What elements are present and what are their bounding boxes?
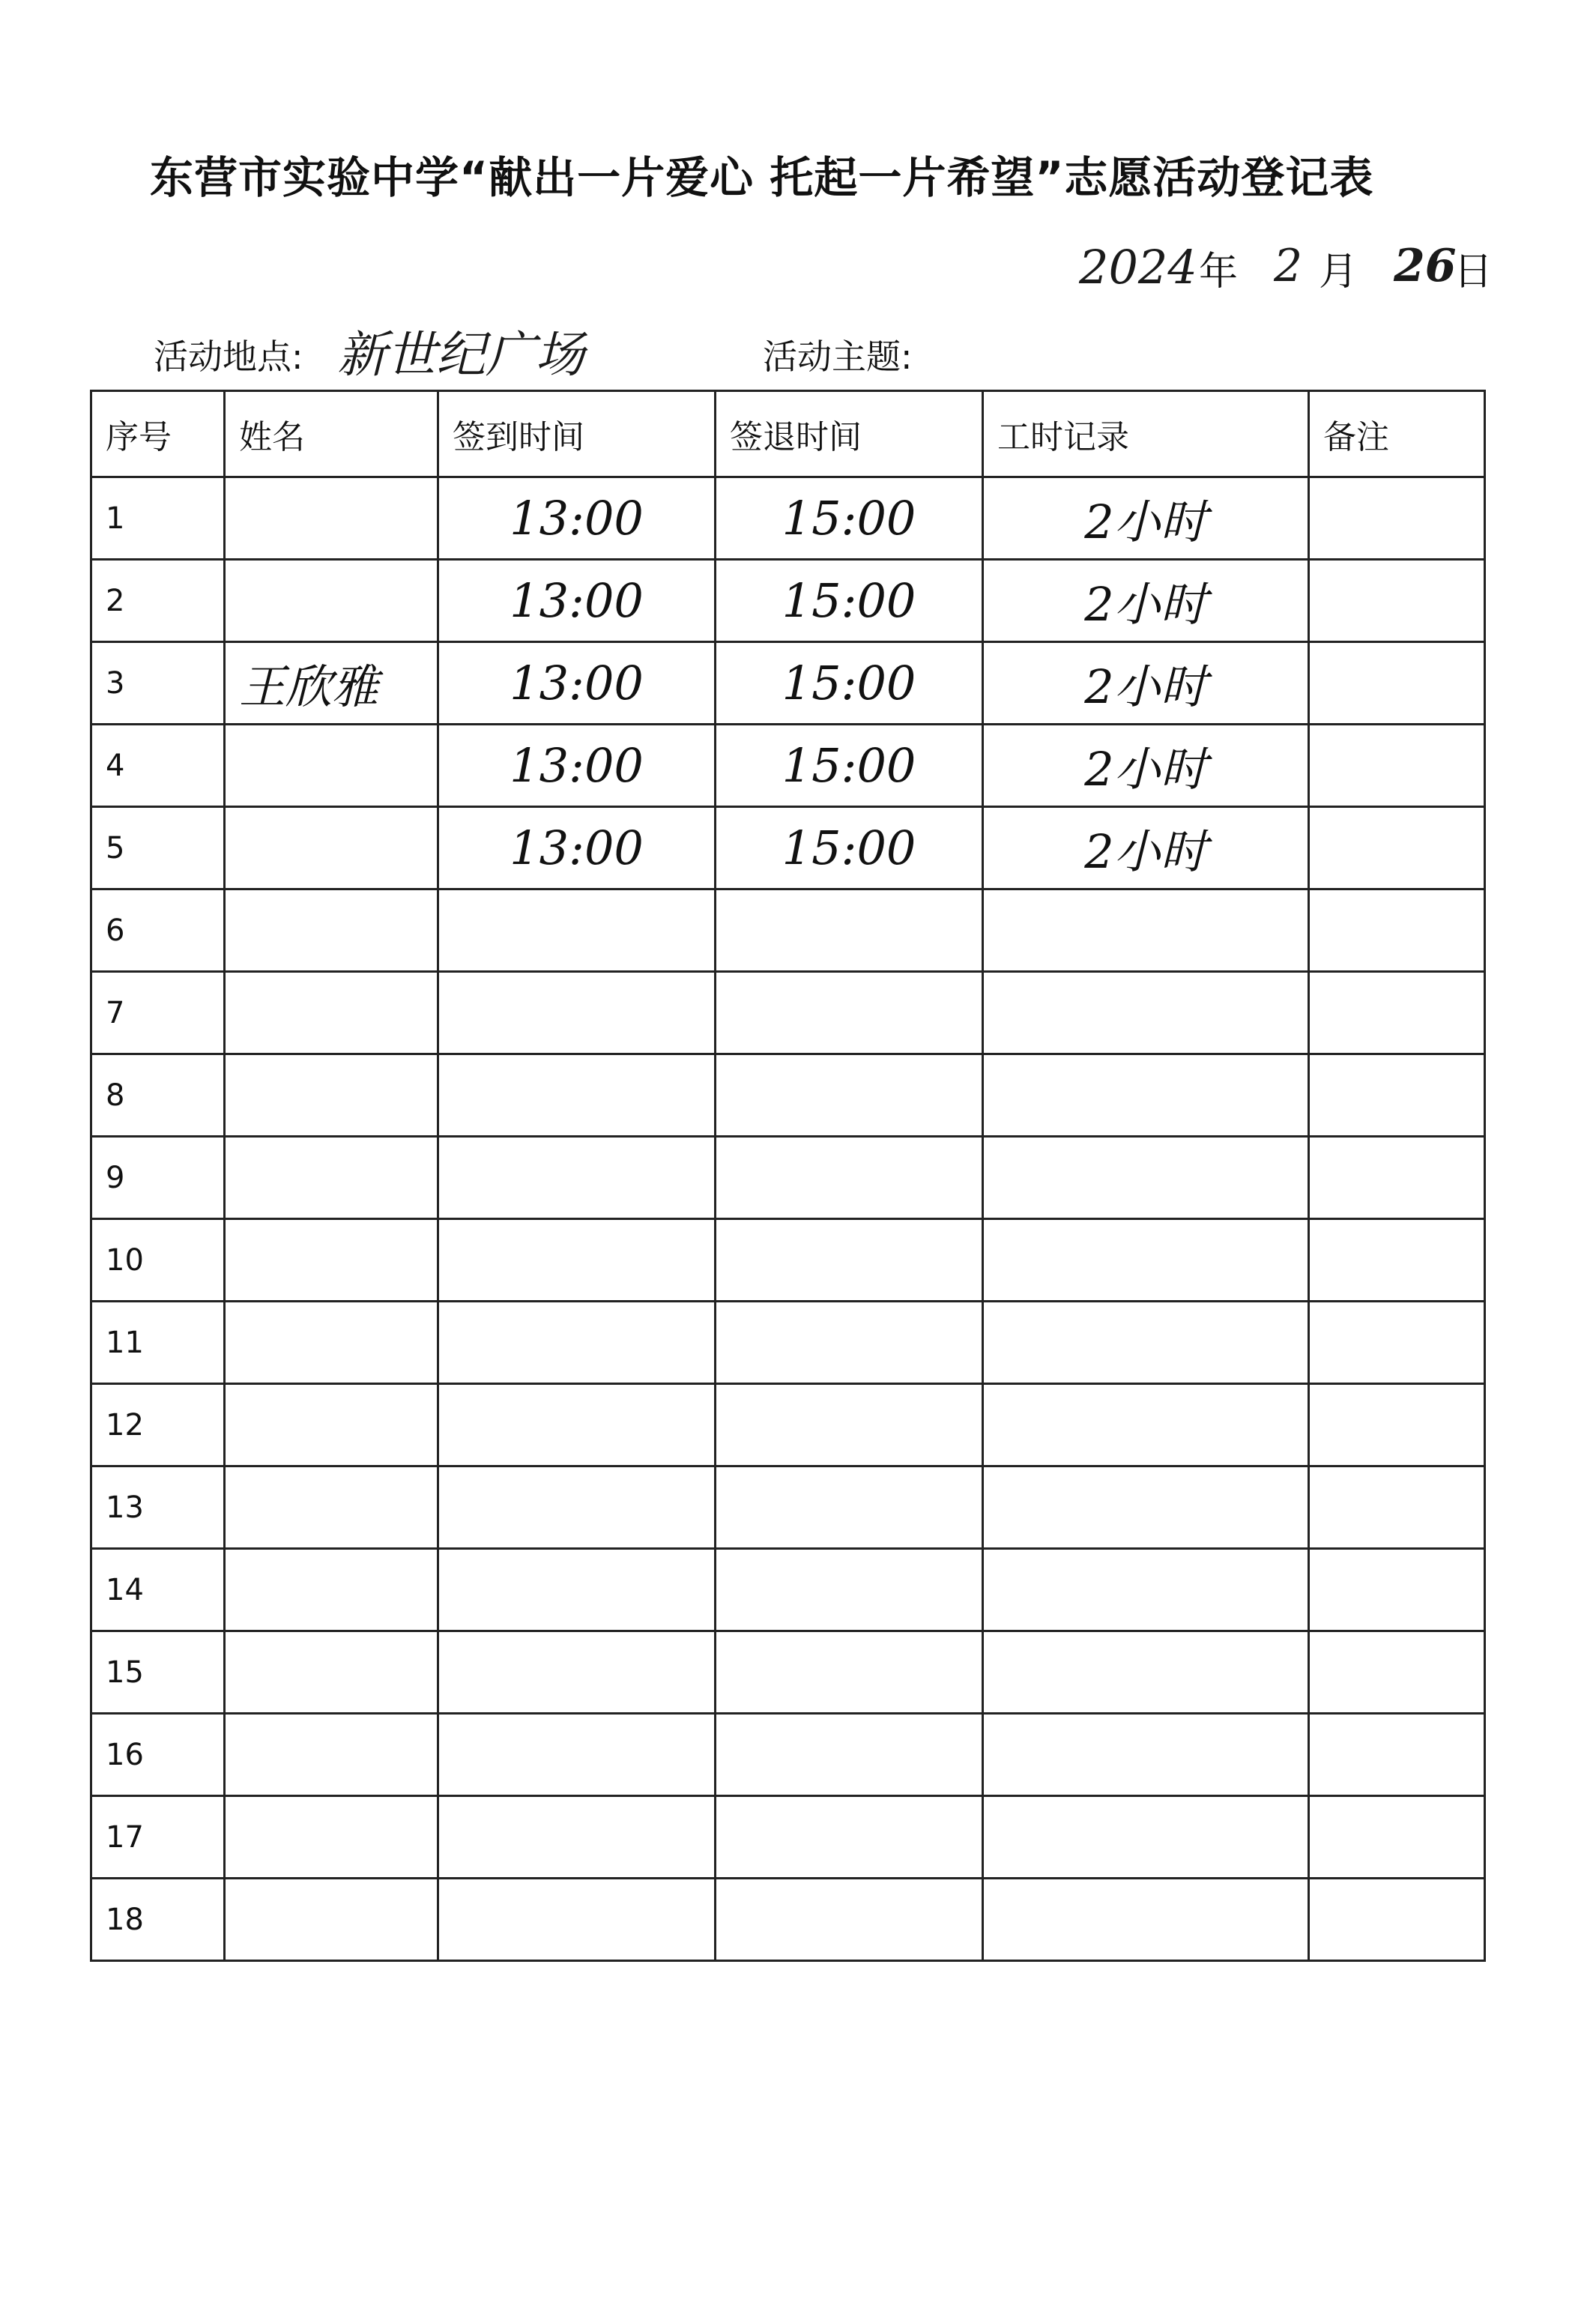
cell-sign-in: 13:00 (438, 642, 716, 725)
cell-remark (1309, 725, 1485, 807)
cell-sign-out (716, 1302, 983, 1384)
cell-name (225, 477, 438, 560)
cell-sign-in (438, 1384, 716, 1466)
cell-hours (983, 1796, 1309, 1879)
header-sign-in: 签到时间 (438, 391, 716, 477)
cell-seq: 10 (91, 1219, 225, 1302)
cell-remark (1309, 1796, 1485, 1879)
cell-sign-in (438, 1714, 716, 1796)
table-row (91, 1549, 1485, 1631)
cell-name (225, 1054, 438, 1137)
cell-hours (983, 1714, 1309, 1796)
cell-sign-in: 13:00 (438, 725, 716, 807)
cell-remark (1309, 1384, 1485, 1466)
cell-seq: 18 (91, 1879, 225, 1961)
table-row (91, 1302, 1485, 1384)
table-row (91, 1384, 1485, 1466)
table-row (91, 1796, 1485, 1879)
cell-sign-out: 15:00 (716, 807, 983, 889)
date-year: 2024 (1079, 240, 1197, 294)
cell-sign-out (716, 1796, 983, 1879)
cell-sign-out: 15:00 (716, 560, 983, 642)
date-day-label: 日 (1454, 250, 1493, 294)
cell-remark (1309, 1879, 1485, 1961)
location-value: 新世纪广场 (337, 326, 584, 384)
cell-seq: 17 (91, 1796, 225, 1879)
cell-seq: 13 (91, 1466, 225, 1549)
cell-sign-in (438, 1302, 716, 1384)
cell-remark (1309, 1137, 1485, 1219)
date-year-label: 年 (1199, 250, 1239, 294)
form-title: 东营市实验中学“献出一片爱心 托起一片希望”志愿活动登记表 (150, 152, 1374, 203)
cell-sign-in (438, 972, 716, 1054)
cell-hours (983, 972, 1309, 1054)
cell-remark (1309, 1219, 1485, 1302)
cell-seq: 14 (91, 1549, 225, 1631)
cell-sign-out: 15:00 (716, 642, 983, 725)
cell-name (225, 1466, 438, 1549)
table-row (91, 1219, 1485, 1302)
cell-sign-out: 15:00 (716, 477, 983, 560)
cell-hours (983, 1137, 1309, 1219)
cell-hours (983, 1302, 1309, 1384)
cell-hours (983, 1219, 1309, 1302)
cell-name (225, 1137, 438, 1219)
cell-sign-out (716, 1054, 983, 1137)
cell-seq: 15 (91, 1631, 225, 1714)
header-hours: 工时记录 (983, 391, 1309, 477)
cell-sign-out (716, 972, 983, 1054)
date-line (1079, 225, 1499, 315)
cell-seq: 6 (91, 889, 225, 972)
cell-sign-out (716, 1714, 983, 1796)
cell-seq: 3 (91, 642, 225, 725)
cell-name (225, 889, 438, 972)
cell-remark (1309, 560, 1485, 642)
cell-hours: 2小时 (983, 725, 1309, 807)
cell-sign-in (438, 1879, 716, 1961)
table-row (91, 560, 1485, 642)
cell-name (225, 1714, 438, 1796)
cell-sign-in (438, 1219, 716, 1302)
cell-name (225, 1631, 438, 1714)
cell-name (225, 1879, 438, 1961)
cell-name (225, 972, 438, 1054)
location-label: 活动地点: (154, 336, 303, 377)
cell-sign-in: 13:00 (438, 477, 716, 560)
cell-seq: 1 (91, 477, 225, 560)
cell-remark (1309, 642, 1485, 725)
cell-sign-out (716, 1549, 983, 1631)
date-month: 2 (1274, 240, 1303, 292)
cell-sign-out (716, 889, 983, 972)
cell-name (225, 1219, 438, 1302)
cell-remark (1309, 1714, 1485, 1796)
table-row (91, 477, 1485, 560)
cell-sign-in (438, 1054, 716, 1137)
cell-remark (1309, 1549, 1485, 1631)
cell-sign-in (438, 1137, 716, 1219)
cell-sign-out (716, 1879, 983, 1961)
cell-name (225, 1796, 438, 1879)
cell-seq: 7 (91, 972, 225, 1054)
cell-sign-out (716, 1384, 983, 1466)
table-row (91, 1137, 1485, 1219)
table-row (91, 1879, 1485, 1961)
cell-hours: 2小时 (983, 477, 1309, 560)
cell-remark (1309, 1054, 1485, 1137)
cell-hours: 2小时 (983, 642, 1309, 725)
cell-name (225, 807, 438, 889)
table-row (91, 1054, 1485, 1137)
registration-table (90, 390, 1486, 1962)
cell-hours (983, 1466, 1309, 1549)
header-remark: 备注 (1309, 391, 1485, 477)
cell-sign-in (438, 1796, 716, 1879)
cell-name (225, 1384, 438, 1466)
cell-sign-in (438, 1631, 716, 1714)
cell-remark (1309, 972, 1485, 1054)
cell-seq: 4 (91, 725, 225, 807)
cell-seq: 2 (91, 560, 225, 642)
cell-seq: 5 (91, 807, 225, 889)
cell-remark (1309, 1302, 1485, 1384)
cell-remark (1309, 1466, 1485, 1549)
cell-seq: 12 (91, 1384, 225, 1466)
cell-sign-out (716, 1219, 983, 1302)
cell-name (225, 1549, 438, 1631)
cell-remark (1309, 1631, 1485, 1714)
cell-sign-in (438, 1549, 716, 1631)
cell-hours (983, 1879, 1309, 1961)
cell-sign-in (438, 1466, 716, 1549)
table-row (91, 725, 1485, 807)
header-name: 姓名 (225, 391, 438, 477)
cell-hours (983, 1549, 1309, 1631)
cell-hours: 2小时 (983, 560, 1309, 642)
header-sign-out: 签退时间 (716, 391, 983, 477)
cell-hours: 2小时 (983, 807, 1309, 889)
table-row (91, 889, 1485, 972)
cell-sign-out (716, 1137, 983, 1219)
cell-remark (1309, 807, 1485, 889)
cell-seq: 16 (91, 1714, 225, 1796)
cell-seq: 8 (91, 1054, 225, 1137)
table-row (91, 642, 1485, 725)
cell-seq: 9 (91, 1137, 225, 1219)
cell-name (225, 725, 438, 807)
cell-sign-in (438, 889, 716, 972)
cell-sign-out (716, 1631, 983, 1714)
cell-name (225, 1302, 438, 1384)
table-row (91, 1631, 1485, 1714)
cell-hours (983, 889, 1309, 972)
cell-hours (983, 1631, 1309, 1714)
table-row (91, 972, 1485, 1054)
cell-sign-in: 13:00 (438, 807, 716, 889)
table-row (91, 1466, 1485, 1549)
cell-seq: 11 (91, 1302, 225, 1384)
date-month-label: 月 (1319, 250, 1358, 294)
table-header-row (91, 391, 1485, 477)
date-day: 26 (1394, 240, 1457, 292)
theme-label: 活动主题: (763, 336, 913, 377)
cell-name: 王欣雅 (225, 642, 438, 725)
table-row (91, 807, 1485, 889)
cell-hours (983, 1054, 1309, 1137)
cell-remark (1309, 477, 1485, 560)
cell-remark (1309, 889, 1485, 972)
cell-name (225, 560, 438, 642)
cell-sign-in: 13:00 (438, 560, 716, 642)
cell-hours (983, 1384, 1309, 1466)
cell-sign-out: 15:00 (716, 725, 983, 807)
table-row (91, 1714, 1485, 1796)
header-seq: 序号 (91, 391, 225, 477)
cell-sign-out (716, 1466, 983, 1549)
